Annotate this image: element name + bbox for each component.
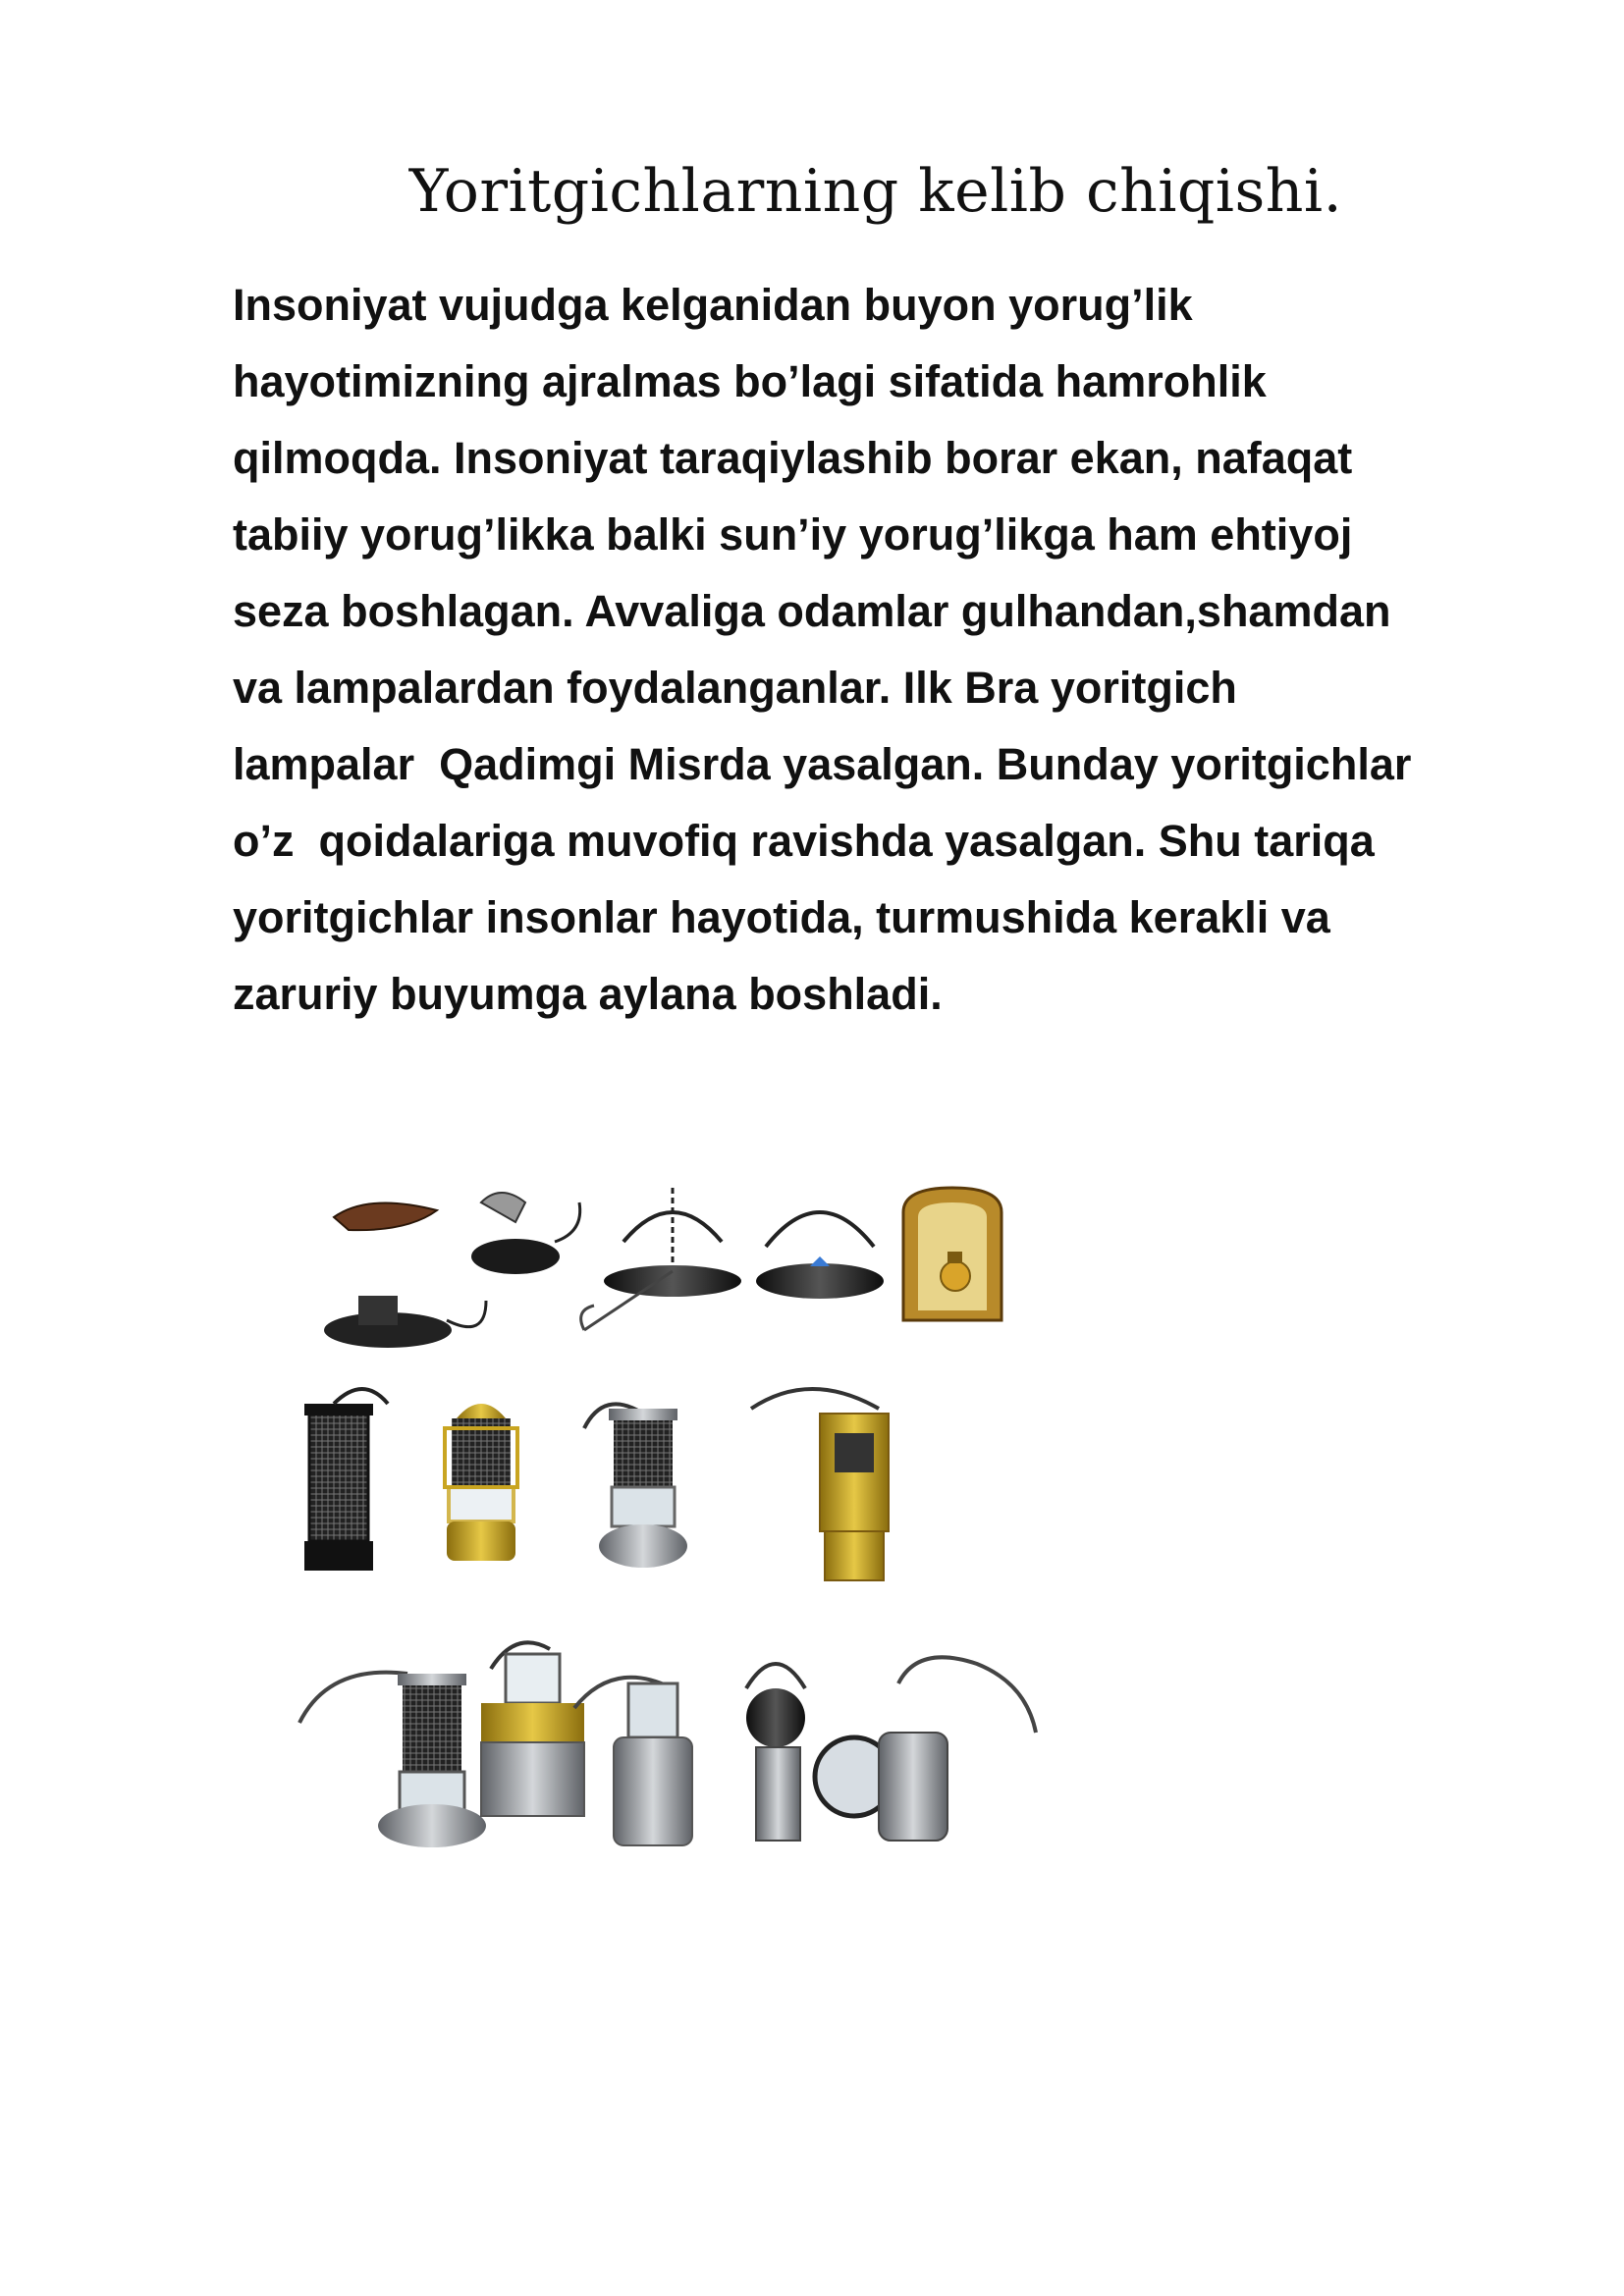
- paragraph-line: lampalar Qadimgi Misrda yasalgan. Bunday yoritgichlar: [233, 739, 1412, 789]
- paragraph-line: o’z qoidalariga muvofiq ravishda yasalgan. Shu tariqa: [233, 816, 1375, 866]
- cabinet-lamp-icon: [903, 1188, 1001, 1320]
- paragraph-line: va lampalardan foydalanganlar. Ilk Bra yoritgich: [233, 663, 1237, 713]
- body-paragraph: [233, 267, 1539, 1033]
- paragraph-line: seza boshlagan. Avvaliga odamlar gulhandan,shamdan: [233, 586, 1391, 636]
- paragraph-line: zaruriy buyumga aylana boshladi.: [233, 969, 943, 1019]
- paragraph-line: Insoniyat vujudga kelganidan buyon yorug’lik: [233, 280, 1193, 330]
- brass-safety-lamp-icon: [445, 1404, 517, 1561]
- paragraph-line: tabiiy yorug’likka balki sun’iy yorug’likga ham ehtiyoj: [233, 509, 1353, 560]
- paragraph-line: yoritgichlar insonlar hayotida, turmushida kerakli va: [233, 892, 1330, 942]
- lamps-illustration: [290, 1173, 1350, 1978]
- carbide-lamp-icon: [746, 1664, 805, 1841]
- paragraph-line: hayotimizning ajralmas bo’lagi sifatida hamrohlik: [233, 356, 1267, 406]
- page-title: Yoritgichlarning kelib chiqishi.: [408, 157, 1343, 226]
- hanging-pan-lamp-icon: [756, 1212, 884, 1299]
- steel-mesh-lamp-icon: [299, 1673, 486, 1847]
- carbide-reflector-lamp-icon: [815, 1657, 1036, 1841]
- steel-canister-lamp-icon: [574, 1678, 692, 1845]
- hanging-pan-lamp-icon: [581, 1188, 741, 1330]
- steel-safety-lamp-icon: [584, 1404, 687, 1568]
- brass-box-lamp-icon: [481, 1642, 584, 1816]
- paragraph-line: qilmoqda. Insoniyat taraqiylashib borar ekan, nafaqat: [233, 433, 1353, 483]
- oil-dish-lamp-icon: [334, 1202, 437, 1230]
- mesh-safety-lamp-icon: [304, 1389, 388, 1571]
- brass-cylinder-lamp-icon: [751, 1389, 889, 1580]
